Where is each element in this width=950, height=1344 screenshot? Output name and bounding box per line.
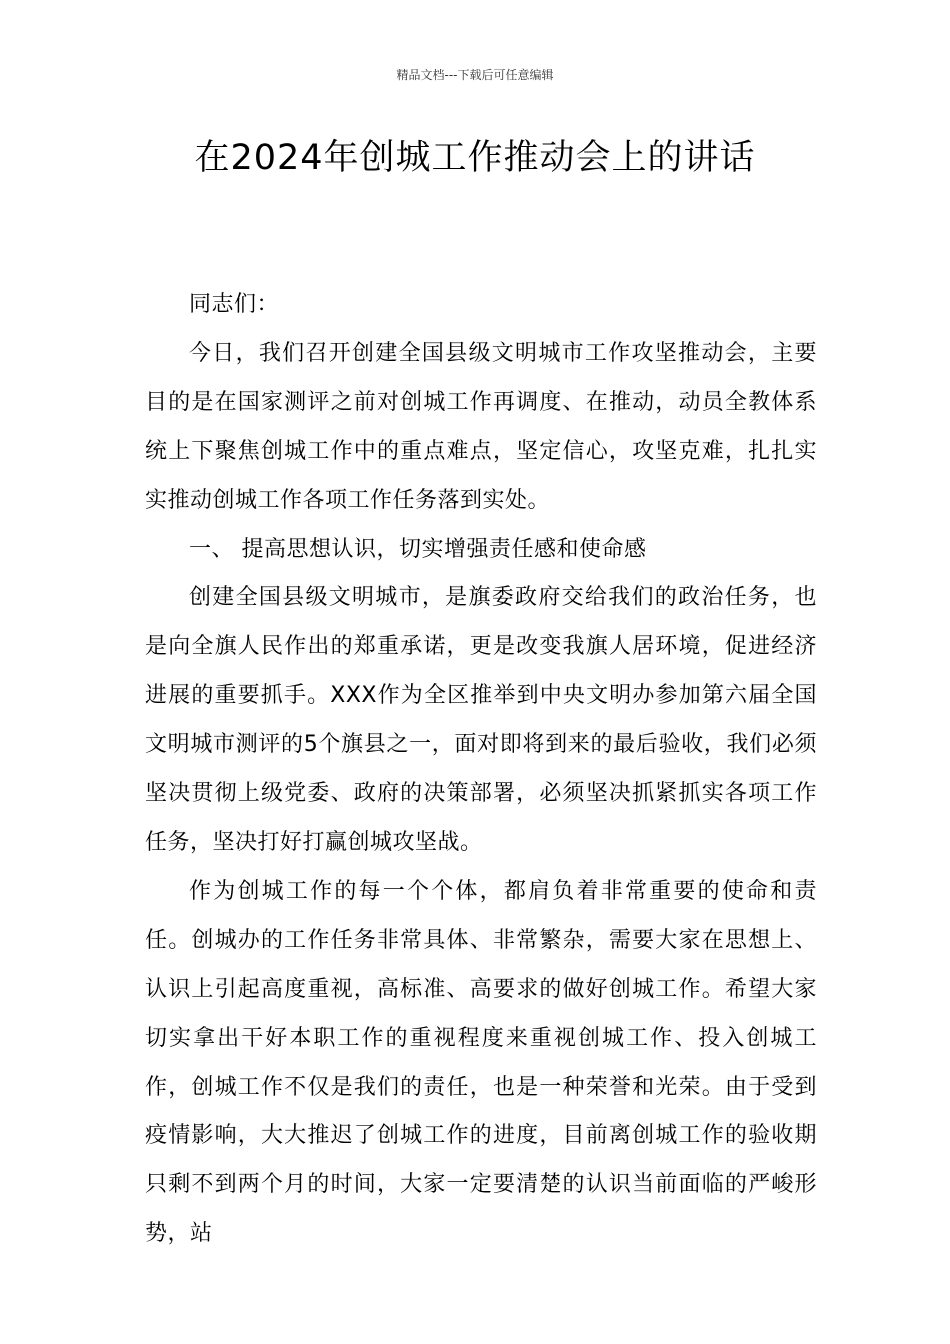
section-heading-1: 一、 提高思想认识，切实增强责任感和使命感 (189, 536, 647, 562)
greeting: 同志们： (189, 292, 280, 317)
paragraph-section1-a: 创建全国县级文明城市，是旗委政府交给我们的政治任务，也是向全旗人民作出的郑重承诺，更是改变我旗人居环境，促进经济进展的重要抓手。XXX作为全区推举到中央文明办参加第六届全国文明城市测评的5个旗县之一，面对即将到来的最后验收，我们必须坚决贯彻上级党委、政府的决策部署，必须坚决抓紧抓实各项工作任务，坚决打好打赢创城攻坚战。 (145, 585, 817, 855)
document-title: 在2024年创城工作推动会上的讲话 (194, 138, 756, 178)
paragraph-section1-b: 作为创城工作的每一个个体，都肩负着非常重要的使命和责任。创城办的工作任务非常具体、非常繁杂，需要大家在思想上、认识上引起高度重视，高标准、高要求的做好创城工作。希望大家切实拿出干好本职工作的重视程度来重视创城工作、投入创城工作，创城工作不仅是我们的责任，也是一种荣誉和光荣。由于受到疫情影响，大大推迟了创城工作的进度，目前离创城工作的验收期只剩不到两个月的时间，大家一定要清楚的认识当前面临的严峻形势，站 (145, 878, 817, 1247)
paragraph-intro: 今日，我们召开创建全国县级文明城市工作攻坚推动会，主要目的是在国家测评之前对创城工作再调度、在推动，动员全教体系统上下聚焦创城工作中的重点难点，坚定信心，攻坚克难，扎扎实实推动创城工作各项工作任务落到实处。 (145, 340, 817, 513)
header-note: 精品文档---下载后可任意编辑 (396, 68, 554, 82)
document-body (145, 281, 817, 1259)
